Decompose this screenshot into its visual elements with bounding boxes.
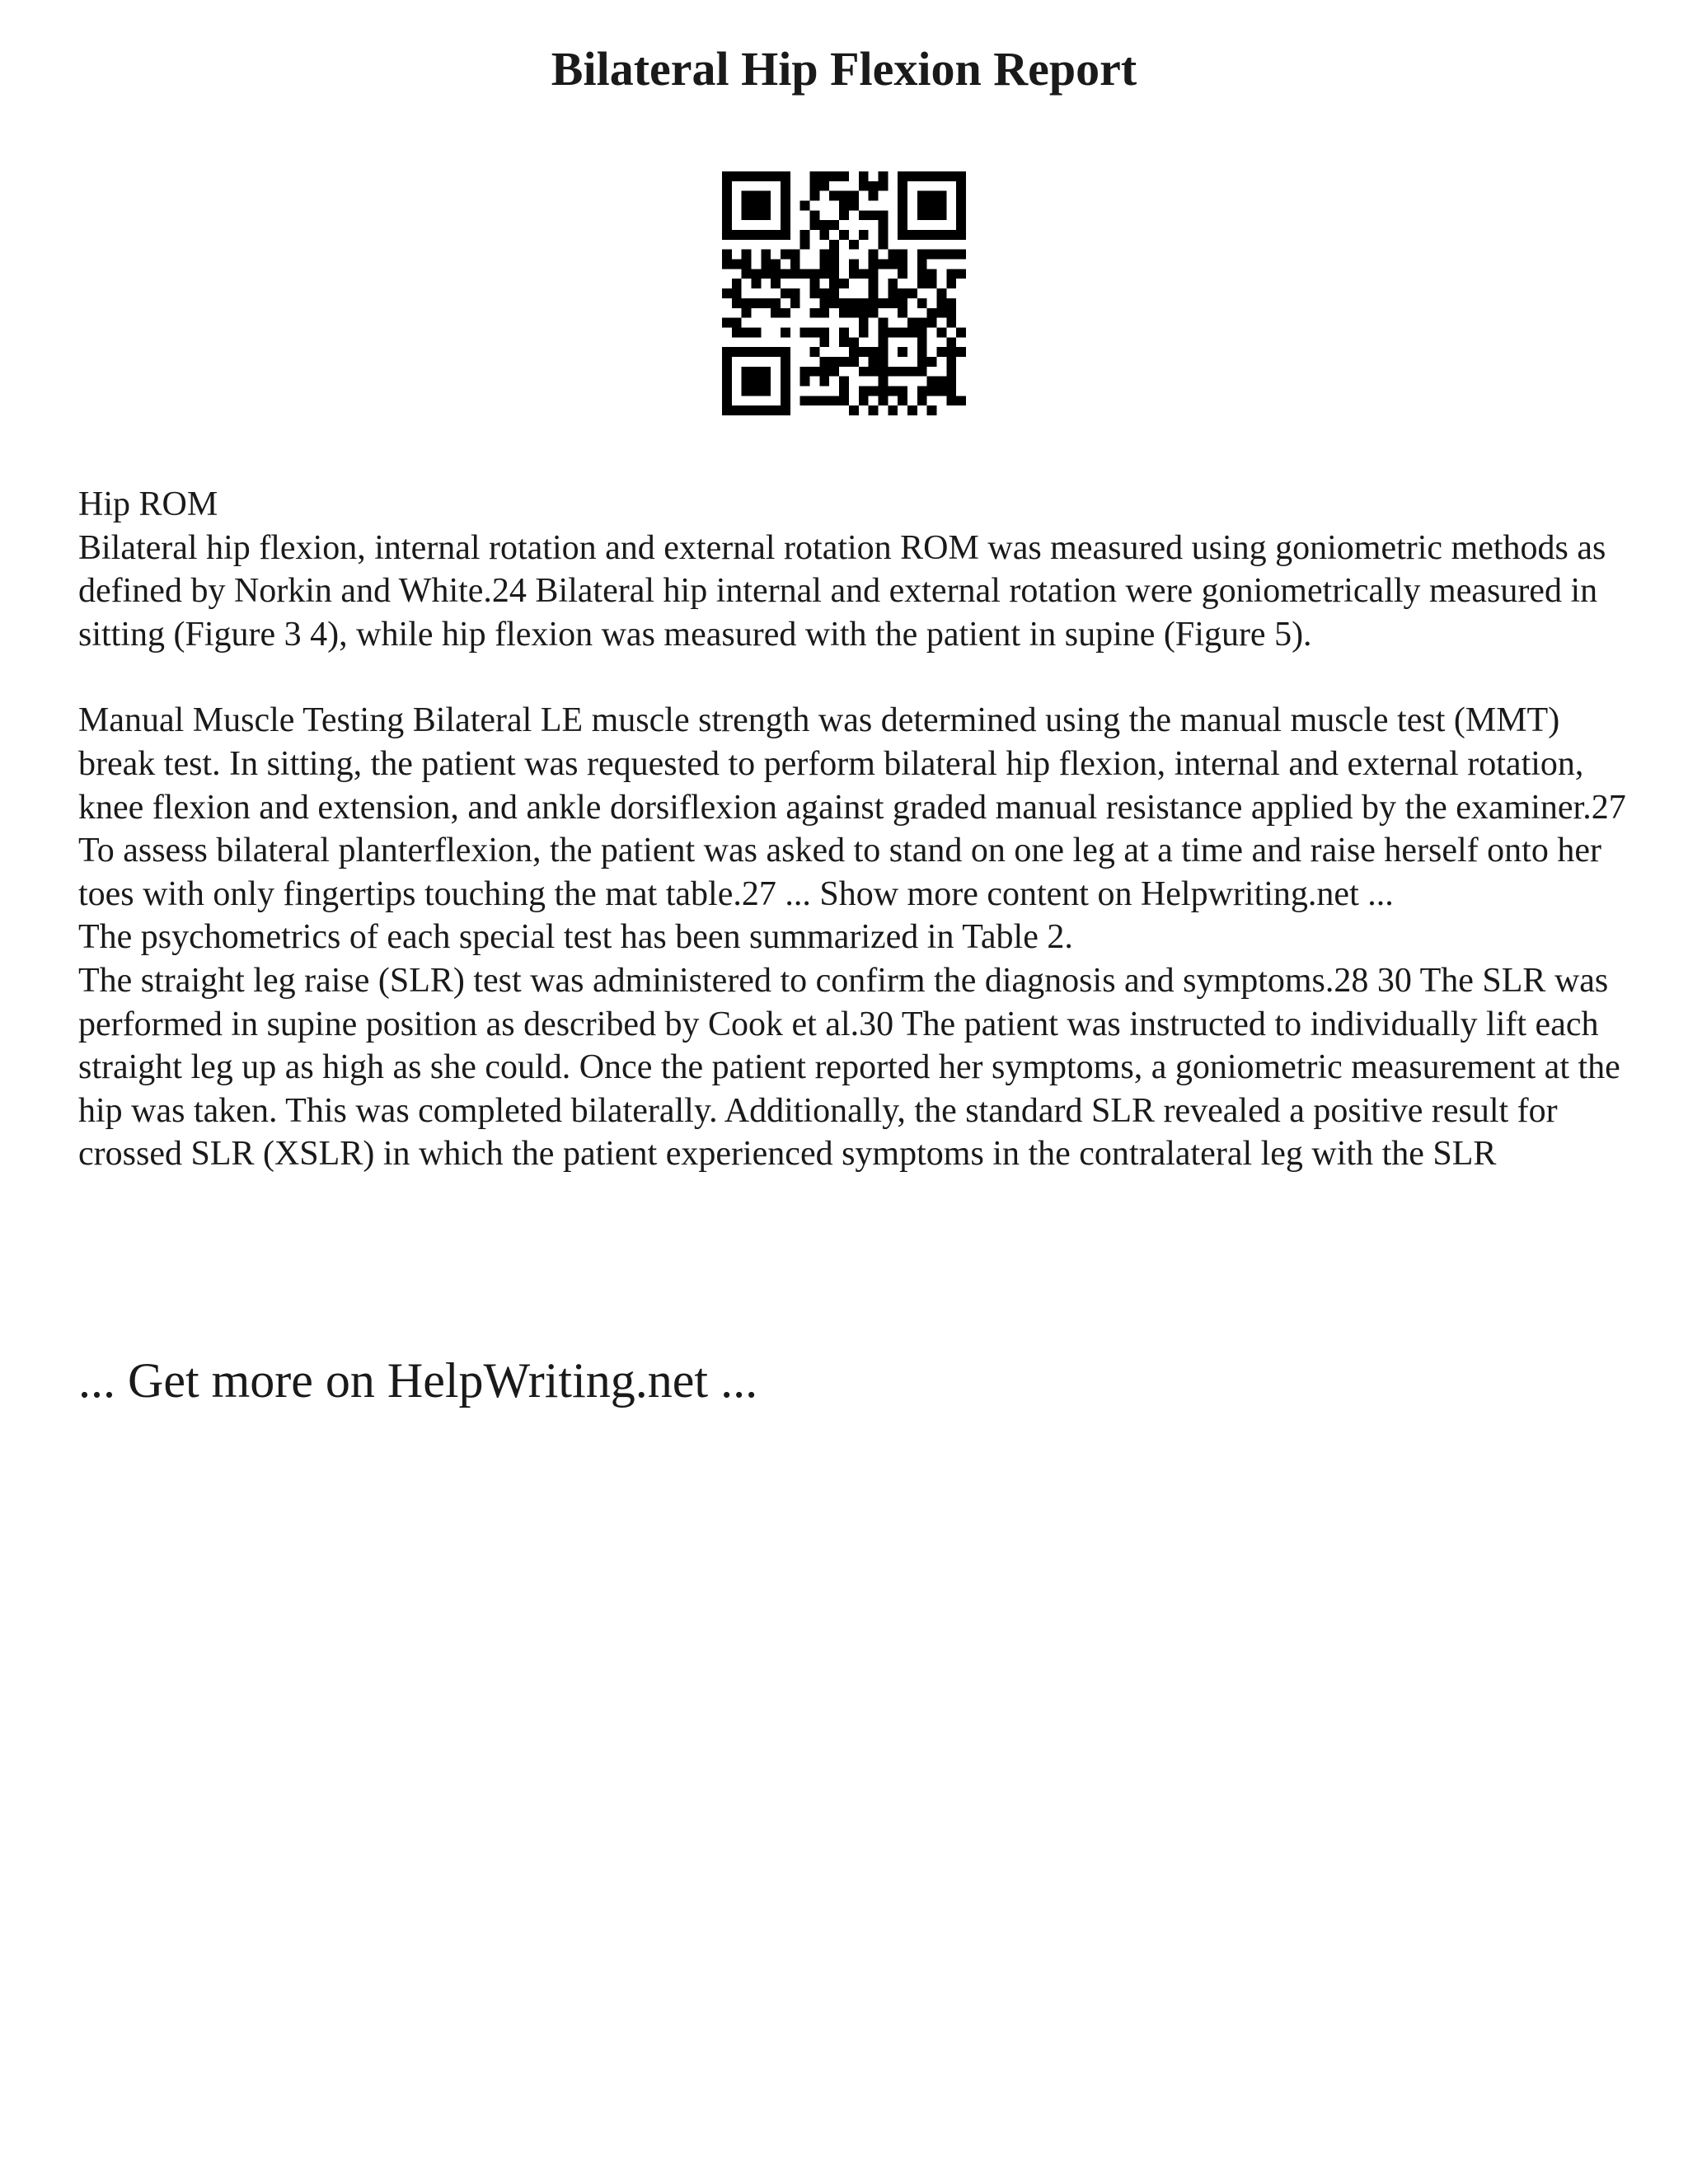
section-heading-hip-rom: Hip ROM (78, 485, 218, 523)
paragraph-manual-muscle-testing: Manual Muscle Testing Bilateral LE muscle strength was determined using the manual muscle test (MMT) break test. In sitting, the patient was requested to perform bilateral hip flexion, internal and external rotation, knee flexion and extension, and ankle dorsiflexion against graded manual resistance applied by the examiner.27 To assess bilateral planterflexion, the patient was asked to stand on one leg at a time and raise herself onto her toes with only fingertips touching the mat table.27 ... Show more content on Helpwriting.net ... (78, 701, 1626, 913)
qr-code-icon (722, 171, 966, 415)
paragraph-hip-rom: Bilateral hip flexion, internal rotation and external rotation ROM was measured using goniometric methods as defined by Norkin and White.24 Bilateral hip internal and external rotation were goniometrically measured in sitting (Figure 3 4), while hip flexion was measured with the patient in supine (Figure 5). (78, 528, 1606, 654)
paragraph-straight-leg-raise: The straight leg raise (SLR) test was administered to confirm the diagnosis and symptoms.28 30 The SLR was performed in supine position as described by Cook et al.30 The patient was instructed to individually lift each straight leg up as high as she could. Once the patient reported her symptoms, a goniometric measurement at the hip was taken. This was completed bilaterally. Additionally, the standard SLR revealed a positive result for crossed SLR (XSLR) in which the patient experienced symptoms in the contralateral leg with the SLR (78, 961, 1620, 1174)
page-title: Bilateral Hip Flexion Report (551, 42, 1137, 96)
get-more-link[interactable]: ... Get more on HelpWriting.net ... (78, 1353, 758, 1408)
paragraph-spacer (78, 656, 1628, 699)
paragraph-psychometrics: The psychometrics of each special test has been summarized in Table 2. (78, 918, 1073, 957)
report-body (78, 483, 1628, 1176)
